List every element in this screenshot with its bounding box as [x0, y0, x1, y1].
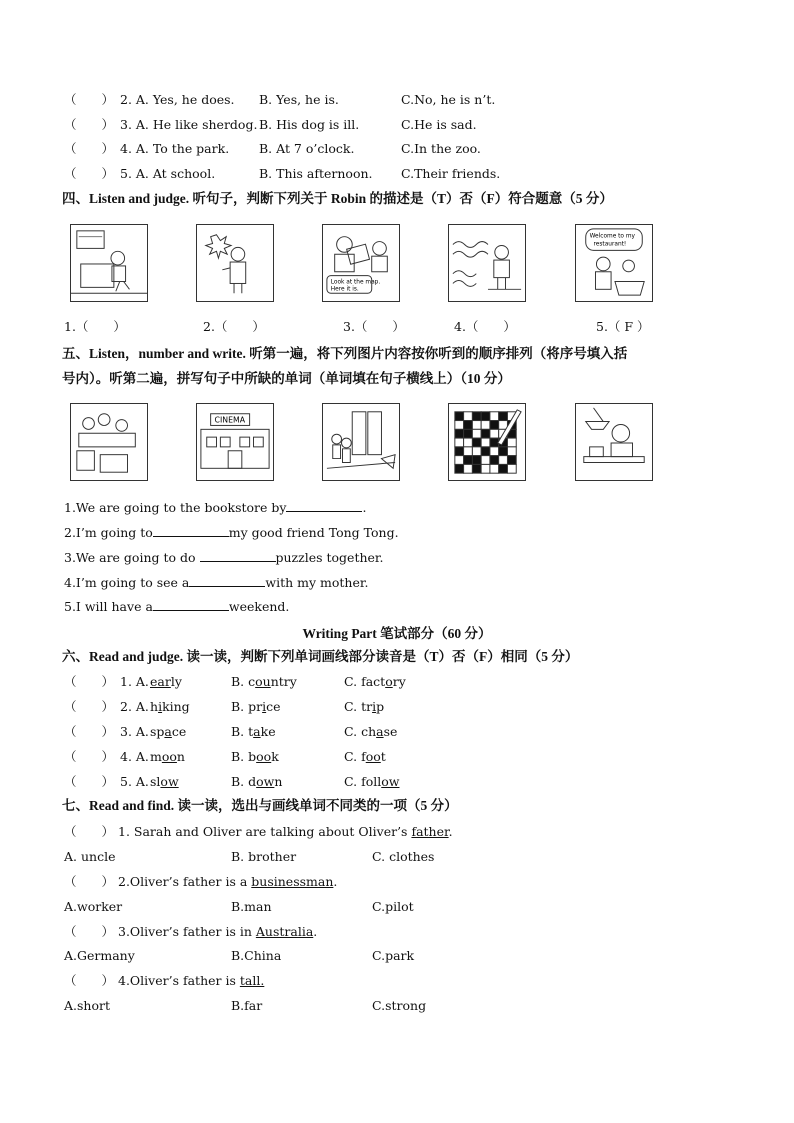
word-part: B. [231, 674, 249, 689]
phonics-row [0, 748, 794, 766]
answer-parentheses[interactable]: （ ） [64, 141, 115, 156]
sentence-end: . [362, 500, 367, 515]
answer-parentheses[interactable]: （ ） [64, 724, 115, 739]
option-a: 5. A. At school. [120, 166, 216, 181]
sentence-text: 3.We are going to do [64, 550, 200, 565]
answer-blank[interactable] [153, 598, 229, 611]
word-option [150, 698, 190, 716]
robot-reading-icon [70, 224, 148, 302]
fill-sentence [0, 598, 794, 616]
answer-parentheses[interactable]: （ ） [64, 117, 115, 132]
option-b: B.man [231, 899, 272, 914]
section-heading: 五、Listen，number and write. 听第一遍，将下列图片内容按你听到的顺序排列（将序号填入括 [62, 346, 628, 361]
answer-parentheses[interactable]: （ ） [64, 674, 115, 689]
option-b: B. This afternoon. [259, 166, 373, 181]
word-option [150, 673, 182, 691]
options-row [0, 947, 794, 965]
word-part: ce [266, 699, 281, 714]
word-part: ke [260, 724, 276, 739]
word-option [231, 748, 279, 766]
stem-text: 1. Sarah and Oliver are talking about Oliver’s [118, 824, 412, 839]
crossword-icon [448, 403, 526, 481]
answer-parentheses[interactable]: （ ） [64, 699, 115, 714]
sentence-end: weekend. [228, 599, 290, 614]
word-part: d [248, 774, 257, 789]
option-a: A.short [64, 998, 110, 1013]
sentence-text: 2.I’m going to [64, 525, 153, 540]
underlined-word: Australia [255, 924, 314, 939]
word-part: tr [361, 699, 373, 714]
word-part: k [271, 749, 279, 764]
svg-text:restaurant!: restaurant! [593, 241, 627, 248]
word-part: p [376, 699, 385, 714]
option-a: 4. A. To the park. [120, 141, 230, 156]
answer-3[interactable]: 3.（ ） [343, 319, 405, 334]
underlined-letters: oo [256, 749, 272, 764]
underlined-word: businessman [251, 874, 334, 889]
underlined-letters: ear [150, 674, 171, 689]
word-option [150, 773, 179, 791]
word-option [150, 748, 185, 766]
question-number: 4. A. [120, 749, 149, 764]
word-part: ly [170, 674, 182, 689]
word-part: pr [248, 699, 263, 714]
word-part: C. [344, 699, 362, 714]
phonics-row [0, 698, 794, 716]
word-option [344, 673, 406, 691]
answer-5[interactable]: 5.（ F ） [596, 319, 650, 334]
underlined-letters: i [372, 699, 377, 714]
word-part: b [248, 749, 257, 764]
option-b: B. His dog is ill. [259, 117, 360, 132]
word-option [231, 698, 281, 716]
girl-studying-icon [575, 403, 653, 481]
stem-text: 3.Oliver’s father is in [118, 924, 256, 939]
underlined-letters: a [253, 724, 261, 739]
option-a: A.worker [64, 899, 123, 914]
underlined-letters: a [164, 724, 172, 739]
sentence-end: with my mother. [265, 575, 369, 590]
answer-parentheses[interactable]: （ ） [64, 749, 115, 764]
answer-blank[interactable] [200, 549, 276, 562]
underlined-letters: ow [381, 774, 400, 789]
word-part: sp [150, 724, 165, 739]
option-c: C. clothes [372, 849, 435, 864]
word-part: B. [231, 749, 249, 764]
question-stem [0, 823, 794, 841]
answer-2[interactable]: 2.（ ） [203, 319, 265, 334]
phonics-row [0, 723, 794, 741]
option-a: 2. A. Yes, he does. [120, 92, 235, 107]
word-part: c [248, 674, 256, 689]
option-c: C.Their friends. [401, 166, 501, 181]
option-a: A.Germany [64, 948, 135, 963]
underlined-letters: oo [161, 749, 177, 764]
question-number: 5. A. [120, 774, 149, 789]
question-number: 1. A. [120, 674, 149, 689]
robot-waves-icon [448, 224, 526, 302]
stem-text: 2.Oliver’s father is a [118, 874, 252, 889]
question-row [0, 165, 794, 183]
option-c: C.In the zoo. [401, 141, 481, 156]
sentence-text: 4.I’m going to see a [64, 575, 190, 590]
answer-parentheses[interactable]: （ ） [64, 924, 115, 939]
word-part: foll [361, 774, 382, 789]
sentence-text: 1.We are going to the bookstore by [64, 500, 287, 515]
answer-parentheses[interactable]: （ ） [64, 166, 115, 181]
answer-parentheses[interactable]: （ ） [64, 824, 115, 839]
word-part: king [162, 699, 190, 714]
sentence-end: puzzles together. [275, 550, 384, 565]
section-heading: 六、Read and judge. 读一读，判断下列单词画线部分读音是（T）否（F）相同（5 分） [62, 649, 579, 664]
robot-map-icon [322, 224, 400, 302]
word-option [231, 723, 276, 741]
question-stem [0, 873, 794, 891]
word-part: C. [344, 774, 362, 789]
word-part: n [274, 774, 283, 789]
answer-blank[interactable] [286, 499, 362, 512]
answer-parentheses[interactable]: （ ） [64, 92, 115, 107]
family-tv-icon [70, 403, 148, 481]
answer-parentheses[interactable]: （ ） [64, 874, 115, 889]
options-row [0, 898, 794, 916]
underlined-letters: o [385, 674, 393, 689]
answer-parentheses[interactable]: （ ） [64, 973, 115, 988]
underlined-letters: i [158, 699, 163, 714]
word-option [344, 723, 397, 741]
answer-1[interactable]: 1.（ ） [64, 319, 126, 334]
option-a: A. uncle [64, 849, 116, 864]
options-row [0, 997, 794, 1015]
stem-end: . [313, 924, 318, 939]
word-part: t [380, 749, 386, 764]
word-part: h [150, 699, 159, 714]
option-c: C.pilot [372, 899, 414, 914]
underlined-letters: a [376, 724, 384, 739]
word-part: ch [361, 724, 377, 739]
question-row [0, 140, 794, 158]
word-option [344, 748, 386, 766]
fill-sentence [0, 574, 794, 592]
section-heading-cont: 号内）。听第二遍，拼写句子中所缺的单词（单词填在句子横线上）（10 分） [62, 371, 511, 386]
word-option [231, 773, 282, 791]
option-a: 3. A. He like sherdog. [120, 117, 258, 132]
word-part: t [248, 724, 254, 739]
question-row [0, 91, 794, 109]
option-c: C.park [372, 948, 415, 963]
word-part: m [150, 749, 162, 764]
fill-sentence [0, 549, 794, 567]
robot-fireworks-icon [196, 224, 274, 302]
cinema-icon [196, 403, 274, 481]
question-stem [0, 972, 794, 990]
judge-answers [0, 318, 794, 336]
answer-blank[interactable] [153, 524, 229, 537]
word-part: C. [344, 749, 362, 764]
underlined-letters: ow [160, 774, 179, 789]
word-option [150, 723, 186, 741]
word-part: se [383, 724, 398, 739]
sentence-text: 5.I will have a [64, 599, 153, 614]
options-row [0, 848, 794, 866]
fill-sentence [0, 499, 794, 517]
word-part: B. [231, 724, 249, 739]
word-option [344, 698, 384, 716]
stem-end: . [333, 874, 338, 889]
question-number: 2. A. [120, 699, 149, 714]
answer-blank[interactable] [189, 574, 265, 587]
question-row [0, 116, 794, 134]
phonics-row [0, 673, 794, 691]
map-bubble-text: Look at the map. [330, 279, 381, 286]
writing-part-heading: Writing Part 笔试部分（60 分） [302, 626, 492, 641]
word-option [344, 773, 399, 791]
underlined-word: tall. [239, 973, 265, 988]
answer-parentheses[interactable]: （ ） [64, 774, 115, 789]
bookstore-icon [322, 403, 400, 481]
underlined-letters: oo [365, 749, 381, 764]
phonics-row [0, 773, 794, 791]
word-part: B. [231, 774, 249, 789]
section-heading: 七、Read and find. 读一读，选出与画线单词不同类的一项（5 分） [62, 798, 458, 813]
word-part: ry [392, 674, 406, 689]
underlined-letters: i [262, 699, 267, 714]
sentence-end: my good friend Tong Tong. [228, 525, 399, 540]
word-option [231, 673, 297, 691]
option-c: C.He is sad. [401, 117, 477, 132]
fill-sentence [0, 524, 794, 542]
option-b: B. brother [231, 849, 297, 864]
option-c: C.No, he is n’t. [401, 92, 496, 107]
option-b: B.far [231, 998, 263, 1013]
word-part: n [176, 749, 185, 764]
answer-4[interactable]: 4.（ ） [454, 319, 516, 334]
underlined-letters: ou [255, 674, 271, 689]
underlined-letters: ow [256, 774, 275, 789]
question-stem [0, 923, 794, 941]
word-part: fact [361, 674, 386, 689]
word-part: B. [231, 699, 249, 714]
svg-text:Welcome to my: Welcome to my [589, 233, 635, 240]
word-part: sl [150, 774, 161, 789]
option-b: B.China [231, 948, 282, 963]
option-b: B. At 7 o’clock. [259, 141, 355, 156]
svg-text:Here it is.: Here it is. [330, 286, 359, 293]
word-part: ntry [270, 674, 297, 689]
robot-restaurant-icon [575, 224, 653, 302]
underlined-word: father [411, 824, 449, 839]
option-c: C.strong [372, 998, 427, 1013]
section-heading: 四、Listen and judge. 听句子，判断下列关于 Robin 的描述是（T）否（F）符合题意（5 分） [62, 191, 613, 206]
word-part: ce [171, 724, 187, 739]
option-b: B. Yes, he is. [259, 92, 339, 107]
question-number: 3. A. [120, 724, 149, 739]
word-part: C. [344, 724, 362, 739]
word-part: C. [344, 674, 362, 689]
stem-end: . [448, 824, 453, 839]
stem-text: 4.Oliver’s father is [118, 973, 240, 988]
cinema-sign-text: CINEMA [214, 415, 246, 425]
word-part: f [361, 749, 366, 764]
